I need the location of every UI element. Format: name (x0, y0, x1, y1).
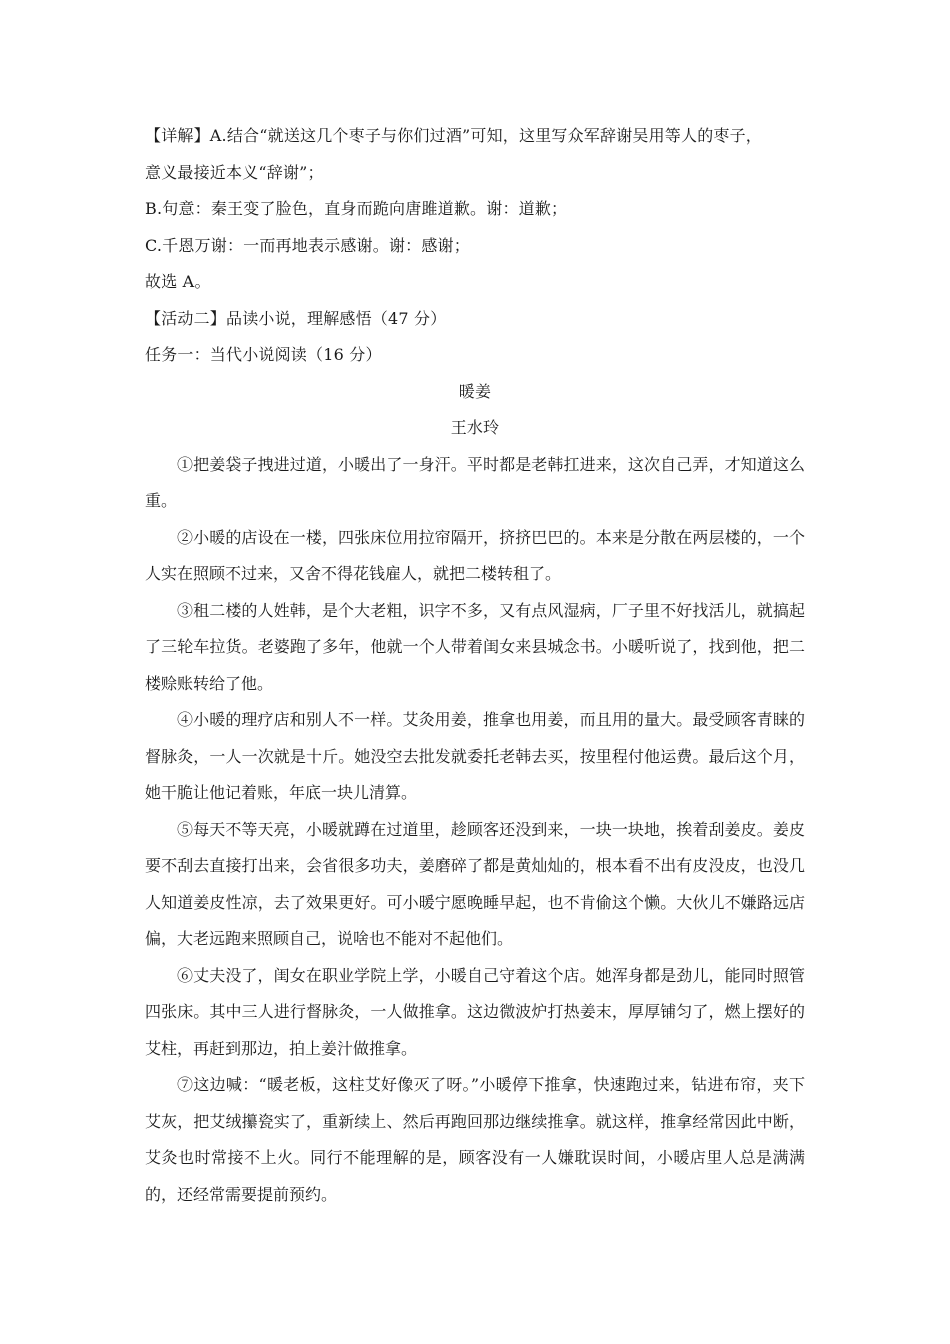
story-paragraph-1: ①把姜袋子拽进过道，小暖出了一身汗。平时都是老韩扛进来，这次自己弄，才知道这么重。 (145, 454, 805, 510)
activity-two-heading: 【活动二】品读小说，理解感悟（47 分） (145, 308, 447, 328)
detail-option-b: B.句意：秦王变了脸色，直身而跪向唐雎道歉。谢：道歉； (145, 199, 568, 218)
story-paragraph-5: ⑤每天不等天亮，小暖就蹲在过道里，趁顾客还没到来，一块一块地，挨着刮姜皮。姜皮要不刮去直接打出来，会省很多功夫，姜磨碎了都是黄灿灿的，根本看不出有皮没皮，也没几人知道姜皮性凉，去了效果更好。可小暖宁愿晚睡早起，也不肯偷这个懒。大伙儿不嫌路远店偏，大老远跑来照顾自己，说啥也不能对不起他们。 (145, 819, 805, 948)
story-author: 王水玲 (450, 418, 500, 437)
detail-line-1: 【详解】A.结合“就送这几个枣子与你们过酒”可知，这里写众军辞谢吴用等人的枣子， (145, 126, 763, 145)
story-paragraph-3: ③租二楼的人姓韩，是个大老粗，识字不多，又有点风湿病，厂子里不好找活儿，就搞起了三轮车拉货。老婆跑了多年，他就一个人带着闺女来县城念书。小暖听说了，找到他，把二楼赊账转给了他。 (145, 600, 805, 693)
task-one-heading: 任务一：当代小说阅读（16 分） (145, 345, 382, 364)
detail-line-2: 意义最接近本义“辞谢”； (145, 162, 324, 182)
story-paragraph-6: ⑥丈夫没了，闺女在职业学院上学，小暖自己守着这个店。她浑身都是劲儿，能同时照管四张床。其中三人进行督脉灸，一人做推拿。这边微波炉打热姜末，厚厚铺匀了，燃上摆好的艾柱，再赶到那边，拍上姜汁做推拿。 (145, 965, 805, 1058)
story-paragraph-4: ④小暖的理疗店和别人不一样。艾灸用姜，推拿也用姜，而且用的量大。最受顾客青睐的督脉灸，一人一次就是十斤。她没空去批发就委托老韩去买，按里程付他运费。最后这个月，她干脆让他记着账，年底一块儿清算。 (145, 710, 805, 802)
story-paragraph-7: ⑦这边喊：“暖老板，这柱艾好像灭了呀。”小暖停下推拿，快速跑过来，钻进布帘，夹下艾灰，把艾绒攥瓷实了，重新续上、然后再跑回那边继续推拿。就这样，推拿经常因此中断，艾灸也时常接不上火。同行不能理解的是，顾客没有一人嫌耽误时间，小暖店里人总是满满的，还经常需要提前预约。 (145, 1075, 805, 1204)
story-title: 暖姜 (458, 381, 492, 401)
detail-answer: 故选 A。 (145, 272, 211, 291)
story-paragraph-2: ②小暖的店设在一楼，四张床位用拉帘隔开，挤挤巴巴的。本来是分散在两层楼的，一个人实在照顾不过来，又舍不得花钱雇人，就把二楼转租了。 (145, 527, 805, 583)
document-page (145, 118, 805, 1213)
detail-option-c: C.千恩万谢：一而再地表示感谢。谢：感谢； (145, 235, 470, 255)
